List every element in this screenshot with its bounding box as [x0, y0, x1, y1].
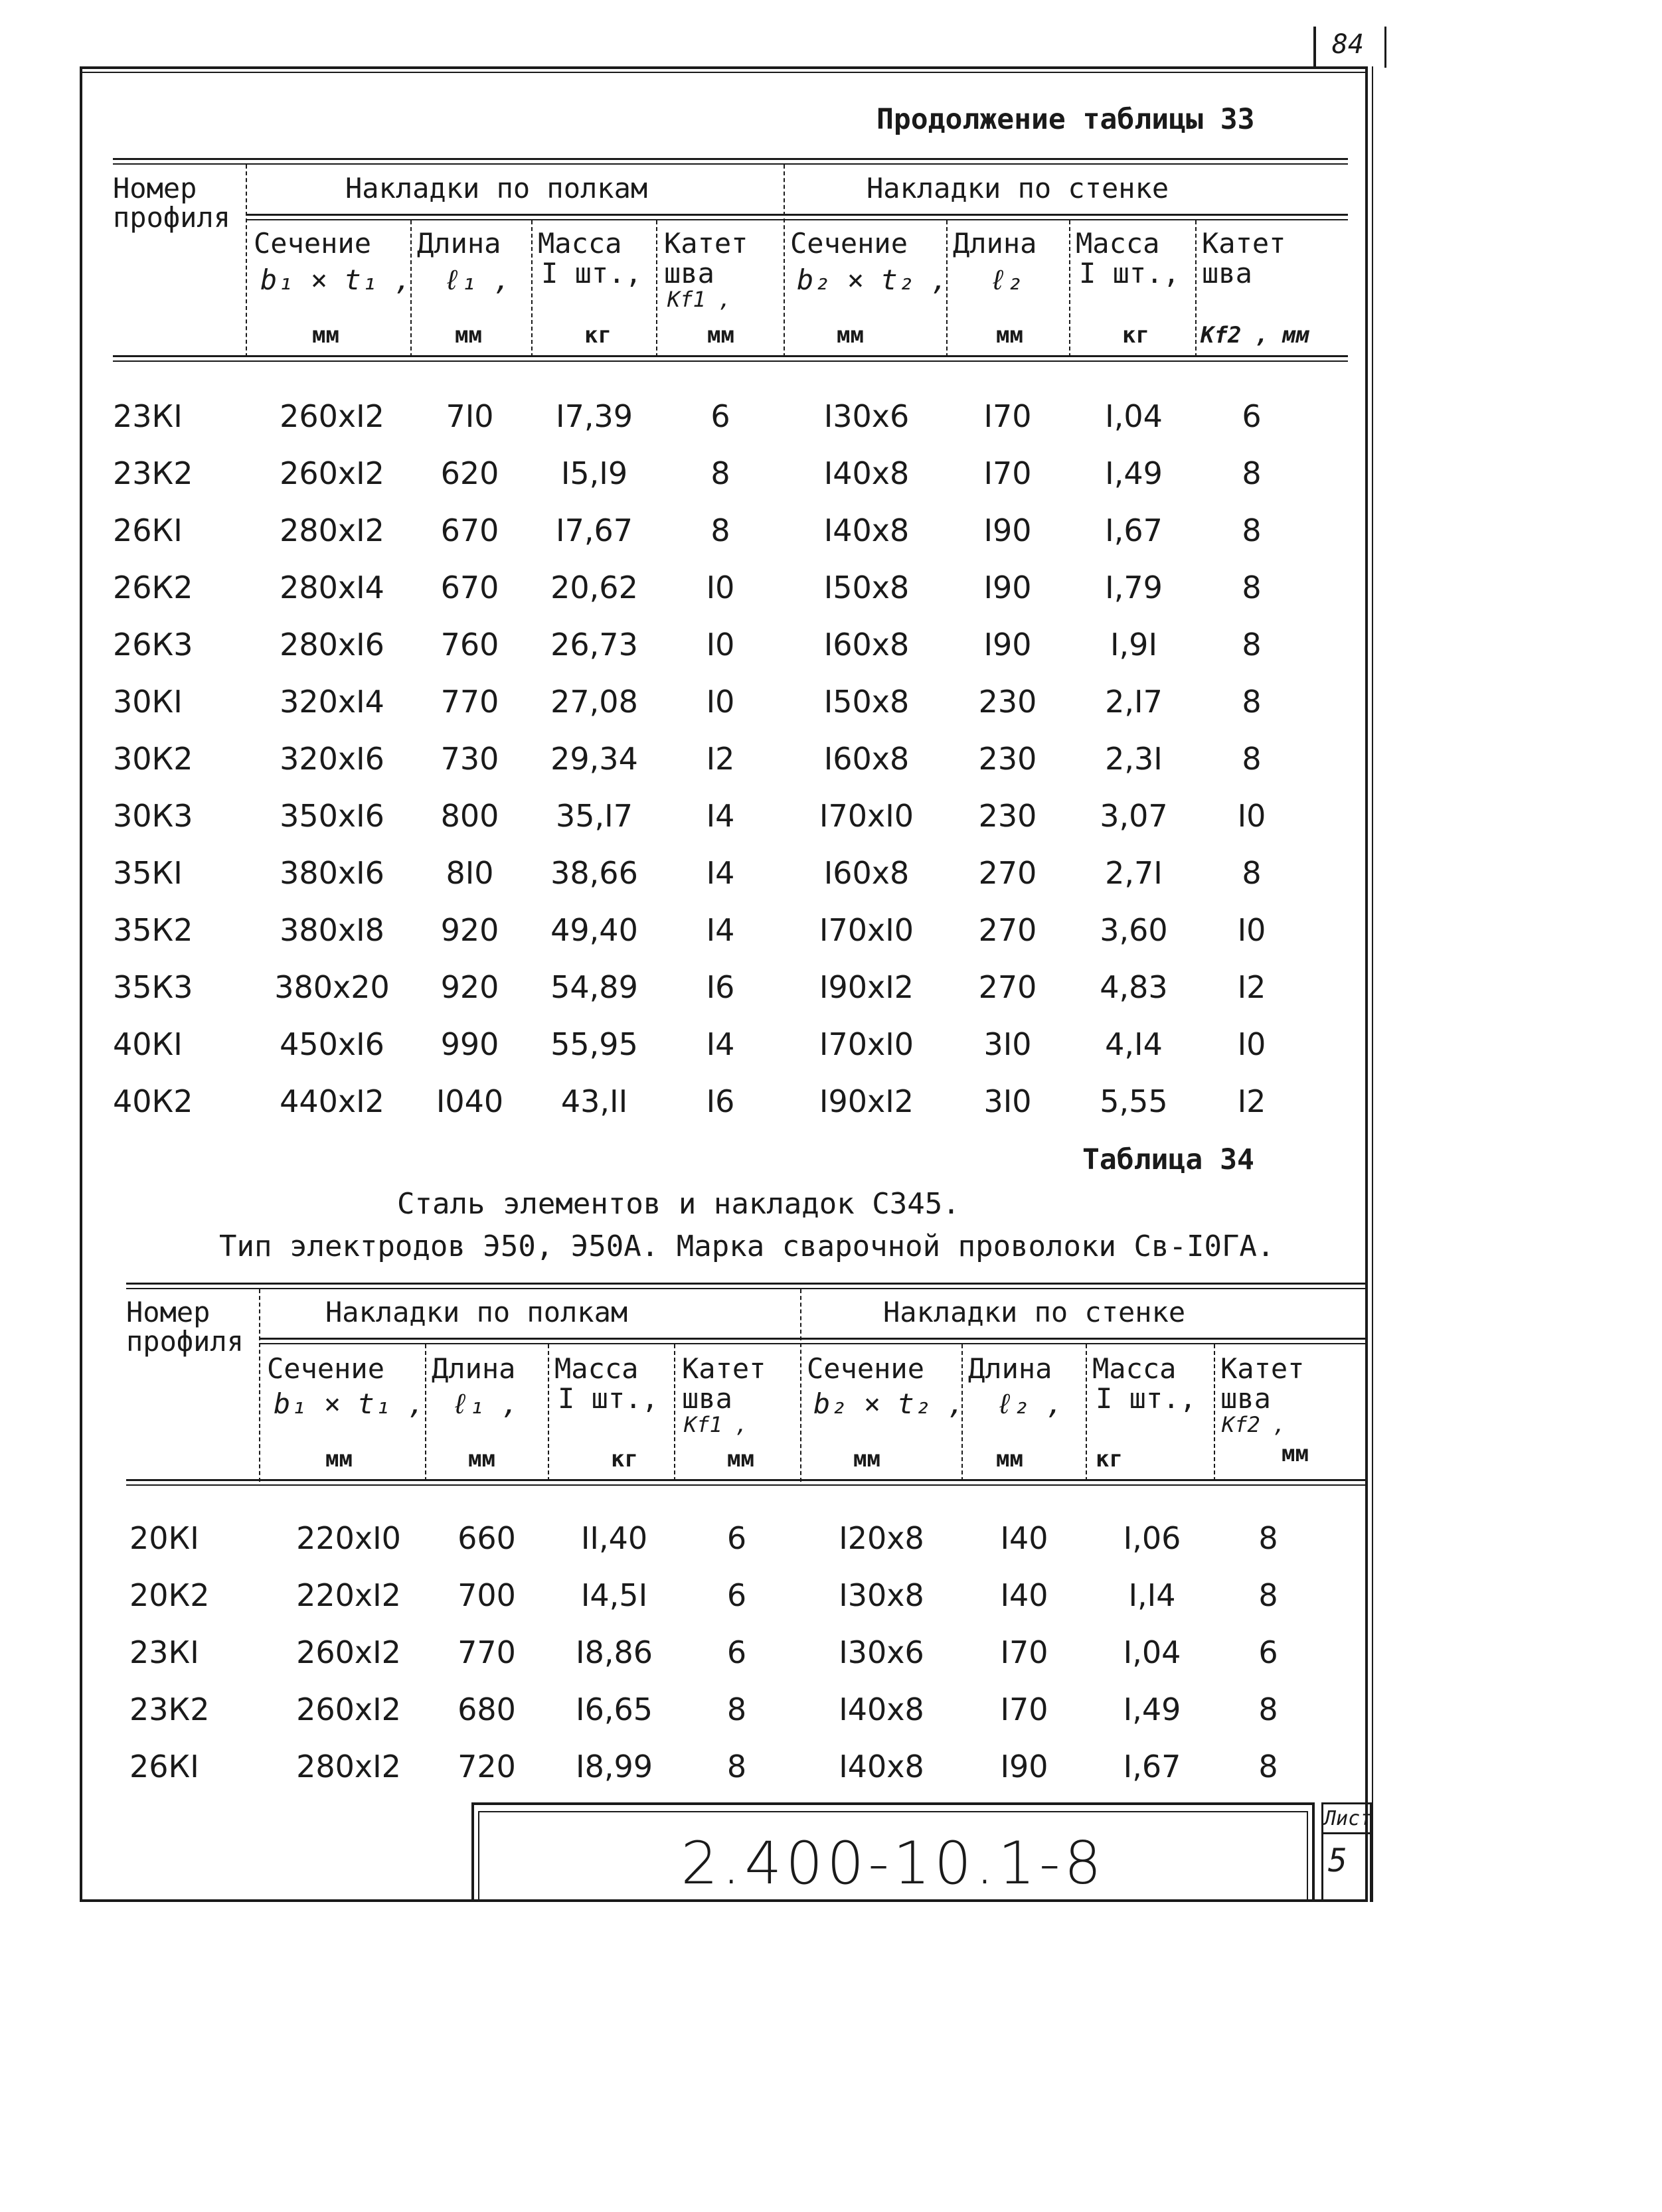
- cell-weld1: 6: [726, 1577, 747, 1613]
- table34-h-section1-sym: b₁ × t₁ ,: [274, 1387, 425, 1420]
- cell-mass2: I,49: [1123, 1692, 1181, 1727]
- cell-mass1: I8,99: [576, 1749, 653, 1784]
- cell-mass1: 43,II: [560, 1083, 628, 1119]
- cell-weld2: 8: [1242, 627, 1262, 663]
- cell-mass2: I,I4: [1128, 1577, 1176, 1613]
- table34-top-rule-2: [126, 1288, 1368, 1289]
- cell-weld1: I6: [706, 969, 735, 1005]
- table33-h-weld1: Катет: [664, 227, 748, 260]
- table33-h-weld2: Катет: [1202, 227, 1286, 260]
- cell-length1: 730: [440, 741, 499, 777]
- cell-section2: I30х8: [839, 1577, 924, 1613]
- cell-weld1: 6: [726, 1634, 747, 1670]
- cell-mass1: II,40: [580, 1520, 648, 1556]
- cell-length1: 670: [440, 570, 499, 605]
- cell-weld1: I4: [706, 912, 735, 948]
- cell-length1: 660: [457, 1520, 516, 1556]
- cell-profile: 26К3: [113, 627, 193, 663]
- cell-length2: I90: [1000, 1749, 1048, 1784]
- cell-weld1: I2: [706, 741, 735, 777]
- cell-profile: 35К3: [113, 969, 193, 1005]
- table33-h-weld2-sub: шва: [1202, 257, 1252, 289]
- sheet-number: 5: [1328, 1842, 1347, 1879]
- table33-unit: мм: [707, 322, 734, 349]
- cell-section1: 260хI2: [280, 455, 384, 491]
- cell-section1: 280хI4: [280, 570, 384, 605]
- cell-section1: 320хI4: [280, 684, 384, 720]
- cell-weld1: 8: [726, 1692, 747, 1727]
- cell-length1: 770: [440, 684, 499, 720]
- table33-h-length2-sym: ℓ₂: [989, 264, 1023, 296]
- cell-length2: I90: [983, 570, 1032, 605]
- cell-section1: 220хI0: [296, 1520, 401, 1556]
- cell-length2: I40: [1000, 1520, 1048, 1556]
- cell-section2: I20х8: [839, 1520, 924, 1556]
- table34-h-mass2: Масса: [1092, 1352, 1177, 1385]
- table34-vsep: [425, 1344, 426, 1481]
- cell-mass2: I,79: [1105, 570, 1163, 605]
- cell-length2: 3I0: [983, 1083, 1032, 1119]
- table33-top-rule-2: [113, 163, 1348, 165]
- table33-unit: Kf2 , мм: [1201, 322, 1309, 349]
- table34-caption: Таблица 34: [1082, 1143, 1254, 1176]
- cell-profile: 23К2: [129, 1692, 210, 1727]
- table34-group-flange: Накладки по полкам: [325, 1296, 628, 1328]
- table34-unit: мм: [853, 1446, 880, 1472]
- cell-weld1: I4: [706, 1026, 735, 1062]
- cell-profile: 20КI: [129, 1520, 199, 1556]
- cell-weld2: 6: [1242, 398, 1262, 434]
- cell-length2: I90: [983, 513, 1032, 548]
- cell-mass2: 2,3I: [1105, 741, 1163, 777]
- cell-mass2: 5,55: [1100, 1083, 1168, 1119]
- cell-mass2: 2,7I: [1105, 855, 1163, 891]
- cell-section1: 350хI6: [280, 798, 384, 834]
- table33-h-weld1-sym: Kf1 ,: [667, 287, 732, 312]
- table34-h-weld1-sub: шва: [682, 1382, 732, 1415]
- cell-mass1: I4,5I: [580, 1577, 648, 1613]
- cell-section2: I50х8: [823, 570, 910, 605]
- table33-vsep: [656, 220, 657, 357]
- cell-weld1: 6: [710, 398, 730, 434]
- cell-section2: I90хI2: [819, 969, 914, 1005]
- table34-unit: мм: [468, 1446, 495, 1472]
- table34-unit: мм: [1282, 1441, 1309, 1467]
- cell-length2: I70: [983, 398, 1032, 434]
- table34-h-mass1-sub: I шт.,: [558, 1382, 659, 1415]
- cell-length1: 7I0: [446, 398, 494, 434]
- cell-length1: 8I0: [446, 855, 494, 891]
- cell-weld2: I0: [1237, 1026, 1266, 1062]
- cell-length1: 620: [440, 455, 499, 491]
- cell-weld2: 8: [1258, 1692, 1278, 1727]
- cell-mass1: 54,89: [550, 969, 638, 1005]
- table34-h-weld1-sym: Kf1 ,: [684, 1412, 748, 1437]
- cell-profile: 35К2: [113, 912, 193, 948]
- cell-profile: 23КI: [129, 1634, 199, 1670]
- table34-header-rule-2: [126, 1484, 1368, 1486]
- cell-weld1: 8: [710, 455, 730, 491]
- table34-h-length2-sym: ℓ₂ ,: [996, 1387, 1064, 1420]
- cell-profile: 20К2: [129, 1577, 210, 1613]
- table34-unit: кг: [1096, 1446, 1123, 1472]
- cell-mass2: I,04: [1123, 1634, 1181, 1670]
- table34-h-weld2: Катет: [1220, 1352, 1305, 1385]
- cell-mass2: I,49: [1105, 455, 1163, 491]
- document-code: 2.400-10.1-8: [681, 1829, 1106, 1897]
- frame-double-line: [80, 72, 1368, 73]
- table34-vsep: [1214, 1344, 1215, 1481]
- table34-h-section2: Сечение: [807, 1352, 925, 1385]
- cell-section2: I70хI0: [819, 798, 914, 834]
- cell-section2: I40х8: [839, 1749, 924, 1784]
- cell-section1: 260хI2: [280, 398, 384, 434]
- cell-mass1: I8,86: [576, 1634, 653, 1670]
- table33-caption: Продолжение таблицы 33: [876, 103, 1255, 136]
- cell-weld1: I0: [706, 570, 735, 605]
- cell-section1: 260хI2: [296, 1634, 401, 1670]
- cell-profile: 30К2: [113, 741, 193, 777]
- cell-section2: I60х8: [823, 741, 910, 777]
- table33-header-rule: [113, 355, 1348, 357]
- cell-profile: 30КI: [113, 684, 183, 720]
- cell-weld2: 6: [1258, 1634, 1278, 1670]
- cell-section2: I30х6: [823, 398, 910, 434]
- cell-section2: I60х8: [823, 627, 910, 663]
- cell-weld2: 8: [1242, 855, 1262, 891]
- cell-section1: 280хI6: [280, 627, 384, 663]
- table34-top-rule: [126, 1283, 1368, 1285]
- cell-length1: 920: [440, 969, 499, 1005]
- cell-mass1: 20,62: [550, 570, 638, 605]
- table33-h-section2: Сечение: [790, 227, 908, 260]
- table34-h-mass2-sub: I шт.,: [1096, 1382, 1197, 1415]
- cell-weld1: 6: [726, 1520, 747, 1556]
- table33-h-mass1: Масса: [538, 227, 622, 260]
- cell-length2: I70: [983, 455, 1032, 491]
- cell-profile: 40К2: [113, 1083, 193, 1119]
- table33-unit: мм: [455, 322, 482, 349]
- cell-length1: 990: [440, 1026, 499, 1062]
- cell-length2: I40: [1000, 1577, 1048, 1613]
- table34-vsep: [259, 1289, 260, 1482]
- table34-h-mass1: Масса: [554, 1352, 639, 1385]
- cell-mass1: I6,65: [576, 1692, 653, 1727]
- table34-h-weld2-sym: Kf2 ,: [1222, 1412, 1286, 1437]
- cell-mass2: 3,60: [1100, 912, 1168, 948]
- cell-section1: 450хI6: [280, 1026, 384, 1062]
- page-number: 84: [1331, 29, 1365, 60]
- cell-profile: 23К2: [113, 455, 193, 491]
- table33-top-rule: [113, 158, 1348, 160]
- cell-length2: 270: [978, 969, 1037, 1005]
- table34-group-rule: [259, 1338, 1368, 1340]
- cell-length1: 720: [457, 1749, 516, 1784]
- table33-h-section1: Сечение: [254, 227, 372, 260]
- cell-length2: 230: [978, 798, 1037, 834]
- table34-col-profile: Номер профиля: [126, 1296, 244, 1358]
- cell-profile: 35КI: [113, 855, 183, 891]
- cell-profile: 26КI: [129, 1749, 199, 1784]
- table34-unit: мм: [325, 1446, 353, 1472]
- table33-h-mass1-sub: I шт.,: [541, 257, 642, 289]
- cell-length1: 920: [440, 912, 499, 948]
- cell-weld2: 8: [1242, 570, 1262, 605]
- cell-length1: 680: [457, 1692, 516, 1727]
- cell-weld2: 8: [1242, 741, 1262, 777]
- cell-section1: 440хI2: [280, 1083, 384, 1119]
- cell-mass2: I,67: [1105, 513, 1163, 548]
- table34-vsep: [1086, 1344, 1087, 1481]
- cell-weld2: I0: [1237, 912, 1266, 948]
- cell-weld1: I0: [706, 684, 735, 720]
- table33-h-section1-sym: b₁ × t₁ ,: [260, 264, 412, 296]
- cell-weld1: I4: [706, 855, 735, 891]
- cell-weld2: 8: [1242, 455, 1262, 491]
- table33-h-length1-sym: ℓ₁ ,: [444, 264, 511, 296]
- cell-weld2: I0: [1237, 798, 1266, 834]
- cell-weld2: 8: [1242, 513, 1262, 548]
- cell-profile: 26КI: [113, 513, 183, 548]
- table33-group-flange: Накладки по полкам: [345, 172, 648, 204]
- cell-weld2: 8: [1258, 1520, 1278, 1556]
- cell-section2: I60х8: [823, 855, 910, 891]
- cell-weld1: 8: [710, 513, 730, 548]
- cell-mass1: 49,40: [550, 912, 638, 948]
- table34-vsep: [674, 1344, 675, 1481]
- table33-unit: кг: [584, 322, 612, 349]
- cell-mass1: 55,95: [550, 1026, 638, 1062]
- table34-vsep: [800, 1289, 801, 1482]
- table34-header-rule: [126, 1479, 1368, 1481]
- cell-length1: 760: [440, 627, 499, 663]
- table33-unit: мм: [312, 322, 339, 349]
- table34-h-section1: Сечение: [267, 1352, 385, 1385]
- cell-mass1: I7,67: [556, 513, 633, 548]
- cell-weld2: I2: [1237, 1083, 1266, 1119]
- table34-h-length2: Длина: [968, 1352, 1052, 1385]
- table34-h-weld1: Катет: [682, 1352, 766, 1385]
- cell-length2: 270: [978, 912, 1037, 948]
- cell-length2: I90: [983, 627, 1032, 663]
- table33-h-weld1-sub: шва: [664, 257, 714, 289]
- table33-unit: мм: [996, 322, 1023, 349]
- table33-header-rule-2: [113, 360, 1348, 362]
- cell-weld1: I4: [706, 798, 735, 834]
- cell-length1: 670: [440, 513, 499, 548]
- cell-section1: 280хI2: [280, 513, 384, 548]
- cell-weld1: I6: [706, 1083, 735, 1119]
- cell-section1: 280хI2: [296, 1749, 401, 1784]
- table33-group-rule: [246, 214, 1348, 216]
- table33-vsep: [1069, 220, 1070, 357]
- cell-mass2: I,67: [1123, 1749, 1181, 1784]
- sheet-separator: [1321, 1832, 1372, 1834]
- cell-mass2: 2,I7: [1105, 684, 1163, 720]
- table34-unit: кг: [611, 1446, 638, 1472]
- cell-length2: 230: [978, 684, 1037, 720]
- table34-h-length1-sym: ℓ₁ ,: [452, 1387, 519, 1420]
- cell-length2: 3I0: [983, 1026, 1032, 1062]
- table33-unit: мм: [837, 322, 864, 349]
- cell-section2: I40х8: [823, 455, 910, 491]
- cell-weld1: 8: [726, 1749, 747, 1784]
- table34-unit: мм: [727, 1446, 754, 1472]
- table33-vsep: [246, 165, 247, 357]
- cell-section2: I90хI2: [819, 1083, 914, 1119]
- cell-length2: I70: [1000, 1692, 1048, 1727]
- cell-length2: 230: [978, 741, 1037, 777]
- cell-section2: I70хI0: [819, 1026, 914, 1062]
- cell-section1: 380хI6: [280, 855, 384, 891]
- cell-weld2: 8: [1258, 1577, 1278, 1613]
- table33-h-mass2: Масса: [1076, 227, 1160, 260]
- cell-mass2: 3,07: [1100, 798, 1168, 834]
- cell-section1: 220хI2: [296, 1577, 401, 1613]
- table33-h-mass2-sub: I шт.,: [1079, 257, 1180, 289]
- cell-mass2: 4,I4: [1105, 1026, 1163, 1062]
- table34-group-web: Накладки по стенке: [883, 1296, 1186, 1328]
- table33-vsep: [1195, 220, 1197, 357]
- table34-electrode-note: Тип электродов Э50, Э50А. Марка сварочной проволоки Св-I0ГА.: [219, 1229, 1275, 1263]
- cell-section2: I40х8: [839, 1692, 924, 1727]
- cell-mass2: I,04: [1105, 398, 1163, 434]
- cell-length1: 700: [457, 1577, 516, 1613]
- cell-length1: I040: [436, 1083, 504, 1119]
- table34-h-section2-sym: b₂ × t₂ ,: [813, 1387, 965, 1420]
- cell-mass1: I7,39: [556, 398, 633, 434]
- table33-group-web: Накладки по стенке: [867, 172, 1169, 204]
- cell-mass1: I5,I9: [560, 455, 628, 491]
- cell-section1: 260хI2: [296, 1692, 401, 1727]
- cell-length2: I70: [1000, 1634, 1048, 1670]
- cell-weld2: I2: [1237, 969, 1266, 1005]
- table33-col-profile: Номер профиля: [113, 172, 231, 234]
- cell-profile: 30К3: [113, 798, 193, 834]
- cell-section1: 380х20: [274, 969, 390, 1005]
- cell-mass1: 27,08: [550, 684, 638, 720]
- table33-h-section2-sym: b₂ × t₂ ,: [797, 264, 948, 296]
- cell-length2: 270: [978, 855, 1037, 891]
- table34-h-weld2-sub: шва: [1220, 1382, 1271, 1415]
- cell-section1: 320хI6: [280, 741, 384, 777]
- cell-mass1: 38,66: [550, 855, 638, 891]
- cell-section2: I30х6: [839, 1634, 924, 1670]
- cell-profile: 23КI: [113, 398, 183, 434]
- table34-unit: мм: [996, 1446, 1023, 1472]
- table33-vsep: [531, 220, 533, 357]
- sheet-label: Лист: [1324, 1807, 1372, 1830]
- table33-h-length1: Длина: [417, 227, 501, 260]
- table34-steel-note: Сталь элементов и накладок С345.: [397, 1187, 960, 1221]
- cell-profile: 26К2: [113, 570, 193, 605]
- cell-section1: 380хI8: [280, 912, 384, 948]
- cell-mass2: I,06: [1123, 1520, 1181, 1556]
- cell-mass1: 35,I7: [556, 798, 633, 834]
- table34-h-length1: Длина: [432, 1352, 516, 1385]
- cell-length1: 800: [440, 798, 499, 834]
- table33-vsep: [784, 165, 785, 357]
- cell-mass2: 4,83: [1100, 969, 1168, 1005]
- cell-length1: 770: [457, 1634, 516, 1670]
- cell-weld2: 8: [1242, 684, 1262, 720]
- table33-h-length2: Длина: [953, 227, 1037, 260]
- cell-section2: I50х8: [823, 684, 910, 720]
- frame-right-double-line: [1372, 66, 1373, 1902]
- cell-section2: I70хI0: [819, 912, 914, 948]
- cell-weld2: 8: [1258, 1749, 1278, 1784]
- cell-profile: 40КI: [113, 1026, 183, 1062]
- cell-mass1: 29,34: [550, 741, 638, 777]
- cell-mass2: I,9I: [1110, 627, 1158, 663]
- table34-vsep: [548, 1344, 549, 1481]
- table33-unit: кг: [1122, 322, 1149, 349]
- cell-mass1: 26,73: [550, 627, 638, 663]
- cell-section2: I40х8: [823, 513, 910, 548]
- cell-weld1: I0: [706, 627, 735, 663]
